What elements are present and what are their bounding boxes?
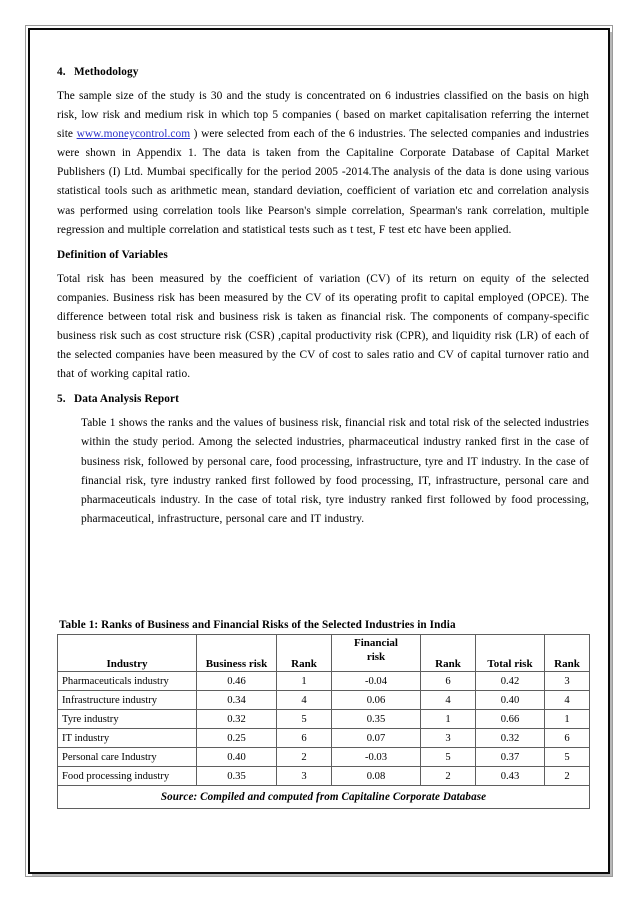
cell-business-risk: 0.40 — [197, 748, 277, 767]
cell-financial-risk: 0.06 — [332, 691, 421, 710]
cell-total-rank: 5 — [545, 748, 590, 767]
cell-financial-rank: 6 — [421, 672, 476, 691]
cell-industry: Pharmaceuticals industry — [58, 672, 197, 691]
cell-total-risk: 0.42 — [476, 672, 545, 691]
column-header-industry: Industry — [58, 635, 197, 672]
cell-industry: Tyre industry — [58, 710, 197, 729]
cell-financial-risk: 0.35 — [332, 710, 421, 729]
cell-total-risk: 0.32 — [476, 729, 545, 748]
section-number-4: 4. — [57, 66, 66, 78]
table-body — [58, 672, 590, 786]
cell-total-rank: 2 — [545, 767, 590, 786]
table-caption: Table 1: Ranks of Business and Financial Risks of the Selected Industries in India — [59, 619, 456, 631]
table-source-row — [58, 786, 590, 809]
table-header-row — [58, 635, 590, 672]
cell-financial-risk: -0.03 — [332, 748, 421, 767]
cell-business-rank: 5 — [277, 710, 332, 729]
cell-business-rank: 4 — [277, 691, 332, 710]
cell-business-rank: 1 — [277, 672, 332, 691]
cell-financial-risk: 0.08 — [332, 767, 421, 786]
moneycontrol-link[interactable]: www.moneycontrol.com — [76, 128, 191, 141]
cell-business-rank: 6 — [277, 729, 332, 748]
section-heading-data-analysis — [57, 393, 589, 405]
column-header-business-rank: Rank — [277, 635, 332, 672]
column-header-total-risk: Total risk — [476, 635, 545, 672]
table-row — [58, 710, 590, 729]
table-row — [58, 691, 590, 710]
cell-financial-rank: 5 — [421, 748, 476, 767]
cell-total-risk: 0.66 — [476, 710, 545, 729]
cell-financial-rank: 4 — [421, 691, 476, 710]
subheading-definition-of-variables: Definition of Variables — [57, 248, 168, 261]
column-header-business-risk: Business risk — [197, 635, 277, 672]
cell-industry: Food processing industry — [58, 767, 197, 786]
paragraph-definition-of-variables: Total risk has been measured by the coefficient of variation (CV) of its return on equity of the selected companies. Business risk has been measured by the CV of its operating profit to capital employed (OPCE). The difference between total risk and business risk is taken as financial risk. The components of company-specific business risk such as cost structure risk (CSR) ,capital productivity risk (CPR), and liquidity risk (LR) of each of the selected companies have been measured by the CV of cost to sales ratio and CV of capital turnover ratio and that of working capital ratio. — [57, 272, 589, 381]
section-number-5: 5. — [57, 393, 66, 406]
paragraph-methodology — [57, 87, 589, 240]
table-source-text: Source: Compiled and computed from Capitaline Corporate Database — [58, 786, 590, 809]
column-header-financial-risk — [332, 635, 421, 672]
section-heading-methodology — [57, 66, 589, 78]
cell-total-rank: 1 — [545, 710, 590, 729]
cell-financial-rank: 2 — [421, 767, 476, 786]
cell-total-rank: 4 — [545, 691, 590, 710]
cell-total-risk: 0.43 — [476, 767, 545, 786]
cell-industry: Personal care Industry — [58, 748, 197, 767]
table-footer — [58, 786, 590, 809]
table-header — [58, 635, 590, 672]
cell-business-risk: 0.32 — [197, 710, 277, 729]
cell-business-risk: 0.25 — [197, 729, 277, 748]
document-content — [57, 66, 589, 529]
section-title-4: Methodology — [74, 66, 139, 78]
methodology-text-part1: The sample size of the study is 30 and the study is concentrated on 6 industries classified on the basis on high risk, low risk and medium risk in which top 5 companies ( based on market capitalisation referring the internet site — [57, 90, 589, 141]
cell-business-risk: 0.35 — [197, 767, 277, 786]
cell-total-risk: 0.40 — [476, 691, 545, 710]
table-block — [57, 619, 589, 809]
methodology-text-part2: ) were selected from each of the 6 industries. The selected companies and industries were shown in Appendix 1. The data is taken from the Capitaline Corporate Database of Capital Market Publishers (I) Ltd. Mumbai specifically for the period 2005 -2014.The analysis of the data is done using various statistical tools such as arithmetic mean, standard deviation, coefficient of variation etc and correlation analysis was performed using correlation tools like Pearson's simple correlation, Spearman's rank correlation, multiple regression and multiple correlation and statistical tests such as t test, F test etc have been applied. — [57, 128, 589, 236]
cell-business-risk: 0.34 — [197, 691, 277, 710]
cell-business-rank: 3 — [277, 767, 332, 786]
paragraph-data-analysis: Table 1 shows the ranks and the values of business risk, financial risk and total risk of the selected industries within the study period. Among the selected industries, pharmaceutical industry ranked first in the case of business risk, followed by personal care, food processing, infrastructure, tyre and IT industry. In the case of financial risk, tyre industry ranked first followed by food processing, IT, infrastructure, personal care and pharmaceuticals industry. In the case of total risk, tyre industry ranked first followed by food processing, pharmaceutical, infrastructure, personal care and IT industry. — [81, 417, 589, 525]
column-header-financial-risk-line1: Financial — [353, 637, 398, 649]
cell-financial-rank: 3 — [421, 729, 476, 748]
cell-total-rank: 3 — [545, 672, 590, 691]
table-row — [58, 672, 590, 691]
section-title-5: Data Analysis Report — [74, 393, 179, 406]
risks-table — [57, 634, 590, 809]
cell-total-risk: 0.37 — [476, 748, 545, 767]
table-row — [58, 748, 590, 767]
column-header-total-rank: Rank — [545, 635, 590, 672]
column-header-financial-rank: Rank — [421, 635, 476, 672]
cell-industry: Infrastructure industry — [58, 691, 197, 710]
cell-financial-rank: 1 — [421, 710, 476, 729]
table-row — [58, 729, 590, 748]
cell-industry: IT industry — [58, 729, 197, 748]
cell-business-rank: 2 — [277, 748, 332, 767]
cell-financial-risk: 0.07 — [332, 729, 421, 748]
column-header-financial-risk-line2: risk — [366, 651, 386, 663]
table-row — [58, 767, 590, 786]
cell-business-risk: 0.46 — [197, 672, 277, 691]
cell-total-rank: 6 — [545, 729, 590, 748]
cell-financial-risk: -0.04 — [332, 672, 421, 691]
